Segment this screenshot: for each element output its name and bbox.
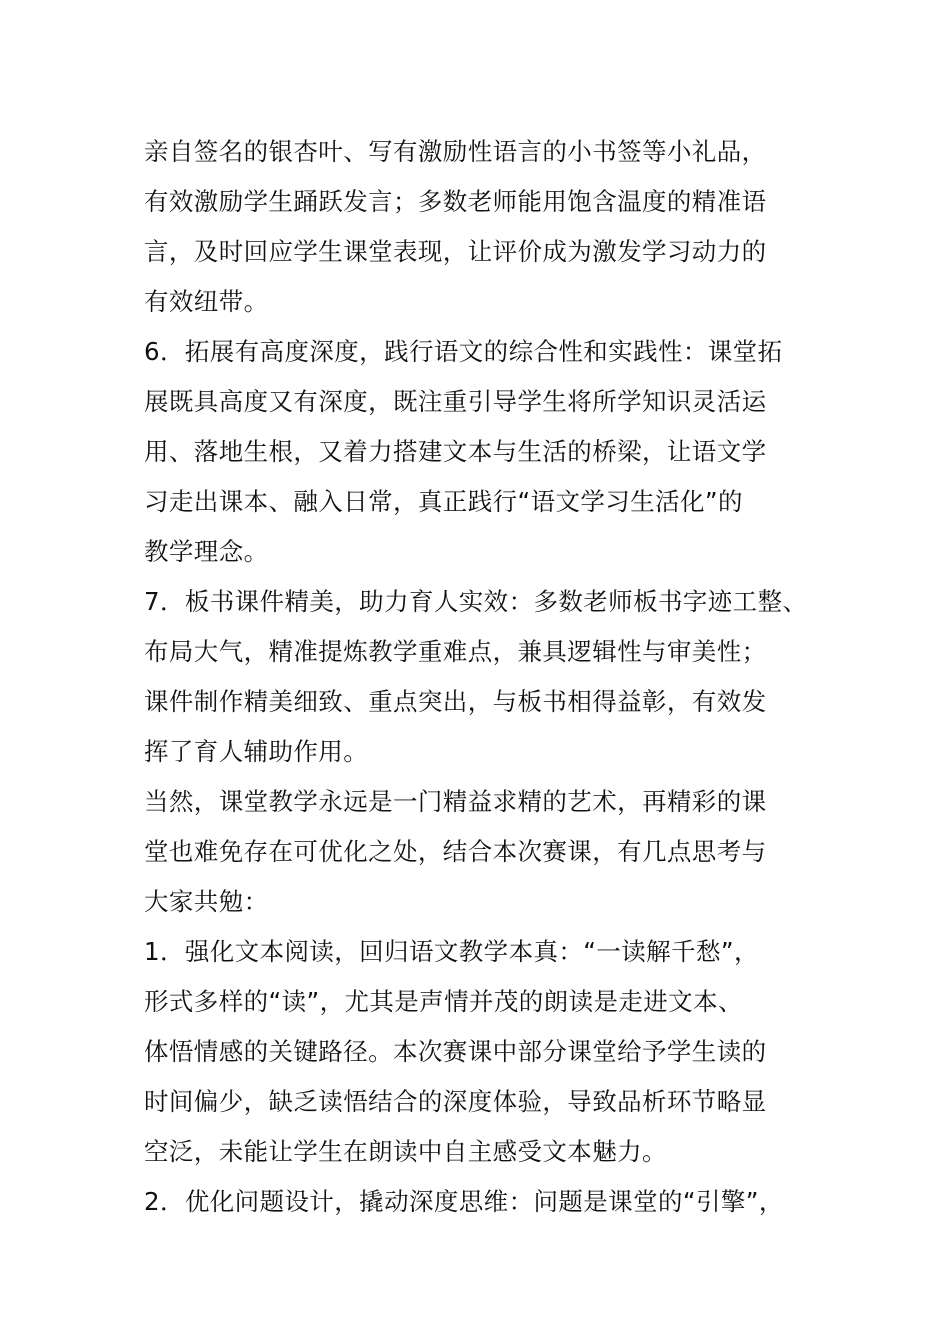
text-line: 2．优化问题设计，撬动深度思维：问题是课堂的“引擎”， <box>144 1187 784 1216</box>
text-line: 空泛，未能让学生在朗读中自主感受文本魅力。 <box>144 1137 667 1166</box>
text-line: 课件制作精美细致、重点突出，与板书相得益彰，有效发 <box>144 687 767 716</box>
text-line: 展既具高度又有深度，既注重引导学生将所学知识灵活运 <box>144 387 767 416</box>
text-line: 布局大气，精准提炼教学重难点，兼具逻辑性与审美性； <box>144 637 767 666</box>
text-line: 1．强化文本阅读，回归语文教学本真：“一读解千愁”， <box>144 937 759 966</box>
text-line: 6．拓展有高度深度，践行语文的综合性和实践性：课堂拓 <box>144 337 783 366</box>
text-line: 当然，课堂教学永远是一门精益求精的艺术，再精彩的课 <box>144 787 767 816</box>
body-text <box>144 127 824 1227</box>
text-line: 有效纽带。 <box>144 287 269 316</box>
text-line: 时间偏少，缺乏读悟结合的深度体验，导致品析环节略显 <box>144 1087 767 1116</box>
text-line: 挥了育人辅助作用。 <box>144 737 369 766</box>
text-line: 大家共勉： <box>144 887 269 916</box>
text-line: 用、落地生根，又着力搭建文本与生活的桥梁，让语文学 <box>144 437 767 466</box>
text-line: 7．板书课件精美，助力育人实效：多数老师板书字迹工整、 <box>144 587 808 616</box>
text-line: 形式多样的“读”，尤其是声情并茂的朗读是走进文本、 <box>144 987 743 1016</box>
text-line: 体悟情感的关键路径。本次赛课中部分课堂给予学生读的 <box>144 1037 767 1066</box>
text-line: 习走出课本、融入日常，真正践行“语文学习生活化”的 <box>144 487 743 516</box>
text-line: 堂也难免存在可优化之处，结合本次赛课，有几点思考与 <box>144 837 767 866</box>
text-line: 有效激励学生踊跃发言；多数老师能用饱含温度的精准语 <box>144 187 767 216</box>
text-line: 教学理念。 <box>144 537 269 566</box>
text-line: 亲自签名的银杏叶、写有激励性语言的小书签等小礼品， <box>144 137 767 166</box>
text-line: 言，及时回应学生课堂表现，让评价成为激发学习动力的 <box>144 237 767 266</box>
